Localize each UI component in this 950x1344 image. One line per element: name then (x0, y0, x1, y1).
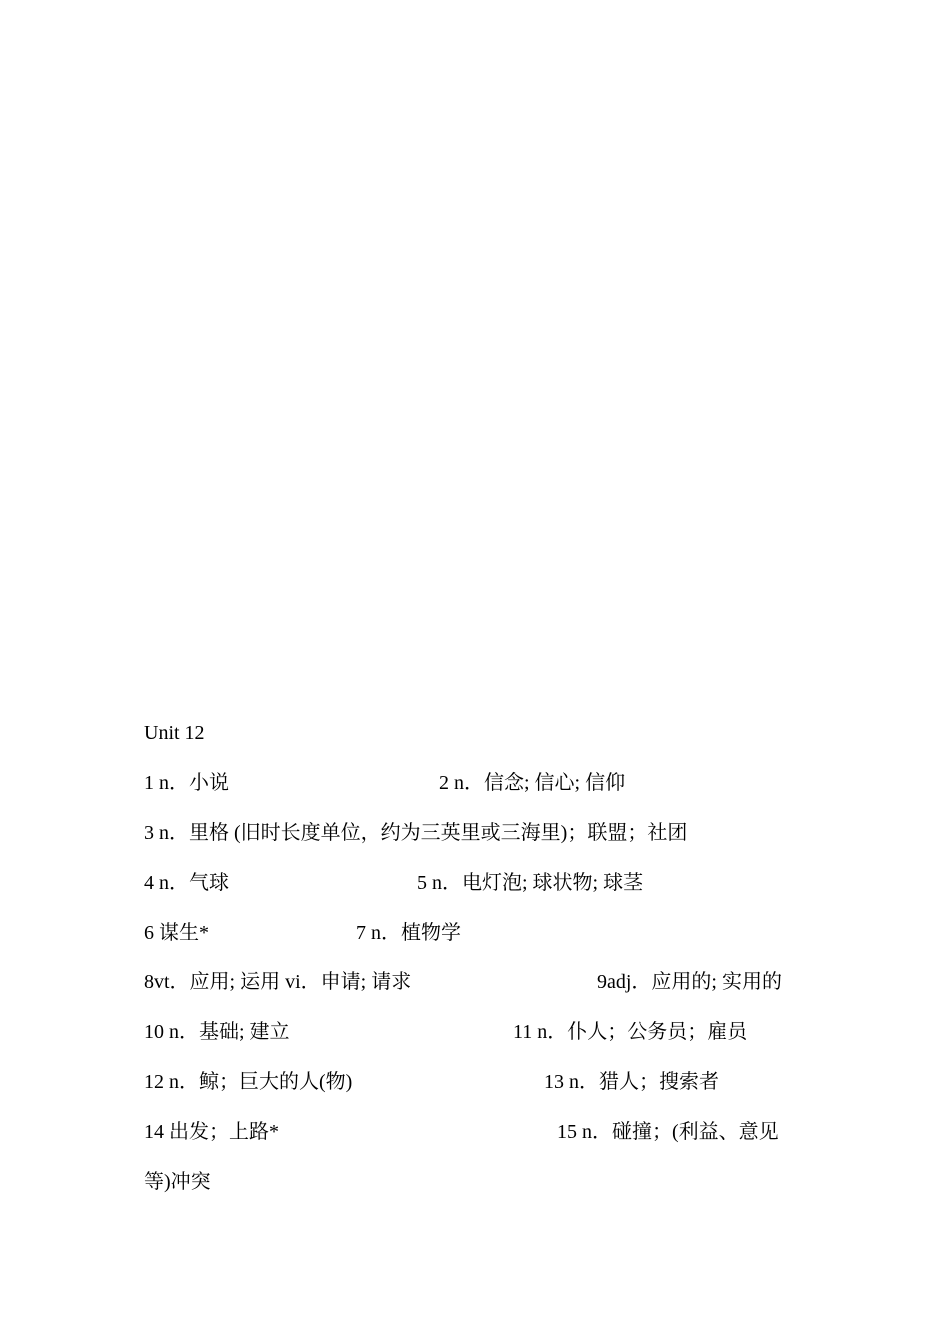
vocab-entry-2: 2 n．信念; 信心; 信仰 (439, 772, 626, 794)
vocab-entry-1: 1 n．小说 (144, 772, 229, 794)
vocab-entry-6: 6 谋生* (144, 922, 209, 944)
vocab-entry-15: 15 n．碰撞；(利益、意见 (557, 1121, 779, 1143)
vocab-entry-3: 3 n．里格 (旧时长度单位，约为三英里或三海里)；联盟；社团 (144, 822, 688, 844)
vocab-entry-7: 7 n．植物学 (356, 922, 461, 944)
vocab-entry-4: 4 n．气球 (144, 872, 229, 894)
vocab-entry-8: 8vt．应用; 运用 vi．申请; 请求 (144, 971, 412, 993)
vocab-entry-14: 14 出发；上路* (144, 1121, 279, 1143)
vocab-entry-9: 9adj．应用的; 实用的 (597, 971, 782, 993)
vocab-entry-12: 12 n．鲸；巨大的人(物) (144, 1071, 353, 1093)
vocab-entry-15-continued: 等)冲突 (144, 1171, 211, 1193)
vocab-entry-13: 13 n．猎人；搜索者 (544, 1071, 719, 1093)
vocab-entry-5: 5 n．电灯泡; 球状物; 球茎 (417, 872, 644, 894)
unit-heading: Unit 12 (144, 722, 205, 744)
vocab-entry-10: 10 n．基础; 建立 (144, 1021, 290, 1043)
vocab-entry-11: 11 n．仆人；公务员；雇员 (513, 1021, 748, 1043)
